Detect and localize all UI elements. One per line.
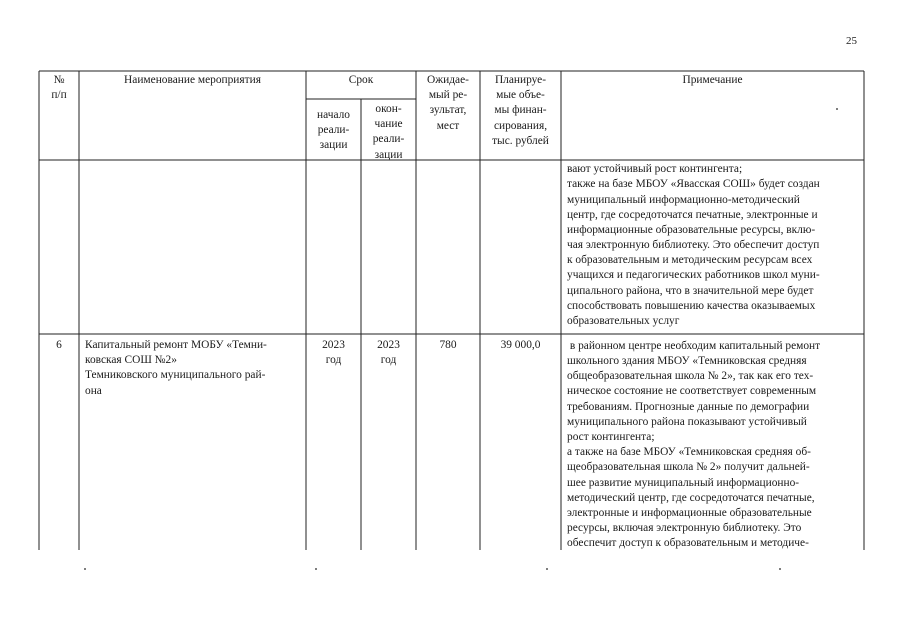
row6-number: 6 xyxy=(56,339,62,351)
note-line: электронные и информационные образовательные xyxy=(567,507,812,519)
note-line: обеспечит доступ к образовательным и методиче- xyxy=(567,537,809,549)
note-line: щеобразовательная школа № 2» получит дальней- xyxy=(567,461,810,473)
note-line: методический центр, где сосредоточатся печатные, xyxy=(567,492,815,504)
scan-speck xyxy=(315,568,317,570)
header-note: Примечание xyxy=(682,74,743,86)
note-line: чая электронную библиотеку. Это обеспечит доступ xyxy=(567,239,820,251)
note-line: также на базе МБОУ «Явасская СОШ» будет создан xyxy=(567,178,820,190)
row6-start: 2023 год xyxy=(322,339,345,367)
note-line: школьного здания МБОУ «Темниковская средняя xyxy=(567,355,807,367)
header-result: Ожидае- мый ре- зультат, мест xyxy=(427,74,469,132)
header-term: Срок xyxy=(348,74,374,86)
scan-speck xyxy=(84,568,86,570)
header-start: начало реали- зации xyxy=(317,109,350,152)
row6-end: 2023 год xyxy=(377,339,400,367)
note-line: муниципального района показывают устойчивый xyxy=(567,416,807,428)
note-line: а также на базе МБОУ «Темниковская средняя об- xyxy=(567,446,811,458)
note-line: муниципальный информационно-методический xyxy=(567,194,800,206)
note-line: информационные образовательные ресурсы, вклю- xyxy=(567,224,816,236)
scan-speck xyxy=(779,568,781,570)
page-number: 25 xyxy=(846,35,857,47)
scan-speck xyxy=(546,568,548,570)
scan-speck xyxy=(836,108,838,110)
note-line: рост контингента; xyxy=(567,431,655,443)
row6-finance: 39 000,0 xyxy=(500,339,541,351)
note-line: способствовать повышению качества оказываемых xyxy=(567,300,816,312)
note-line: в районном центре необходим капитальный ремонт xyxy=(567,340,821,352)
note-line: центр, где сосредоточатся печатные, электронные и xyxy=(567,209,818,221)
note-line: шее развитие муниципальный информационно- xyxy=(567,477,800,489)
note-line: к образовательным и методическим ресурсам всех xyxy=(567,254,813,266)
note-line: вают устойчивый рост контингента; xyxy=(567,163,743,175)
note-line: требованиям. Прогнозные данные по демографии xyxy=(567,401,810,413)
header-end: окон- чание реали- зации xyxy=(372,103,405,161)
header-number: № п/п xyxy=(51,74,67,102)
note-line: ципального района, что в значительной мере будет xyxy=(567,285,814,297)
note-line: учащихся и педагогических работников школ муни- xyxy=(567,269,820,281)
row6-name: Капитальный ремонт МОБУ «Темни- ковская СОШ №2» Темниковского муниципального рай- она xyxy=(85,339,267,397)
note-line: ресурсы, включая электронную библиотеку. Это xyxy=(567,522,802,534)
note-line: общеобразовательная школа № 2», так как его тех- xyxy=(567,370,814,382)
row6-result: 780 xyxy=(439,339,457,351)
header-name: Наименование мероприятия xyxy=(124,74,261,86)
header-finance: Планируе- мые объе- мы финан- сирования, тыс. рублей xyxy=(492,74,549,147)
note-line: образовательных услуг xyxy=(567,315,680,327)
note-line: ническое состояние не соответствует современным xyxy=(567,385,817,397)
